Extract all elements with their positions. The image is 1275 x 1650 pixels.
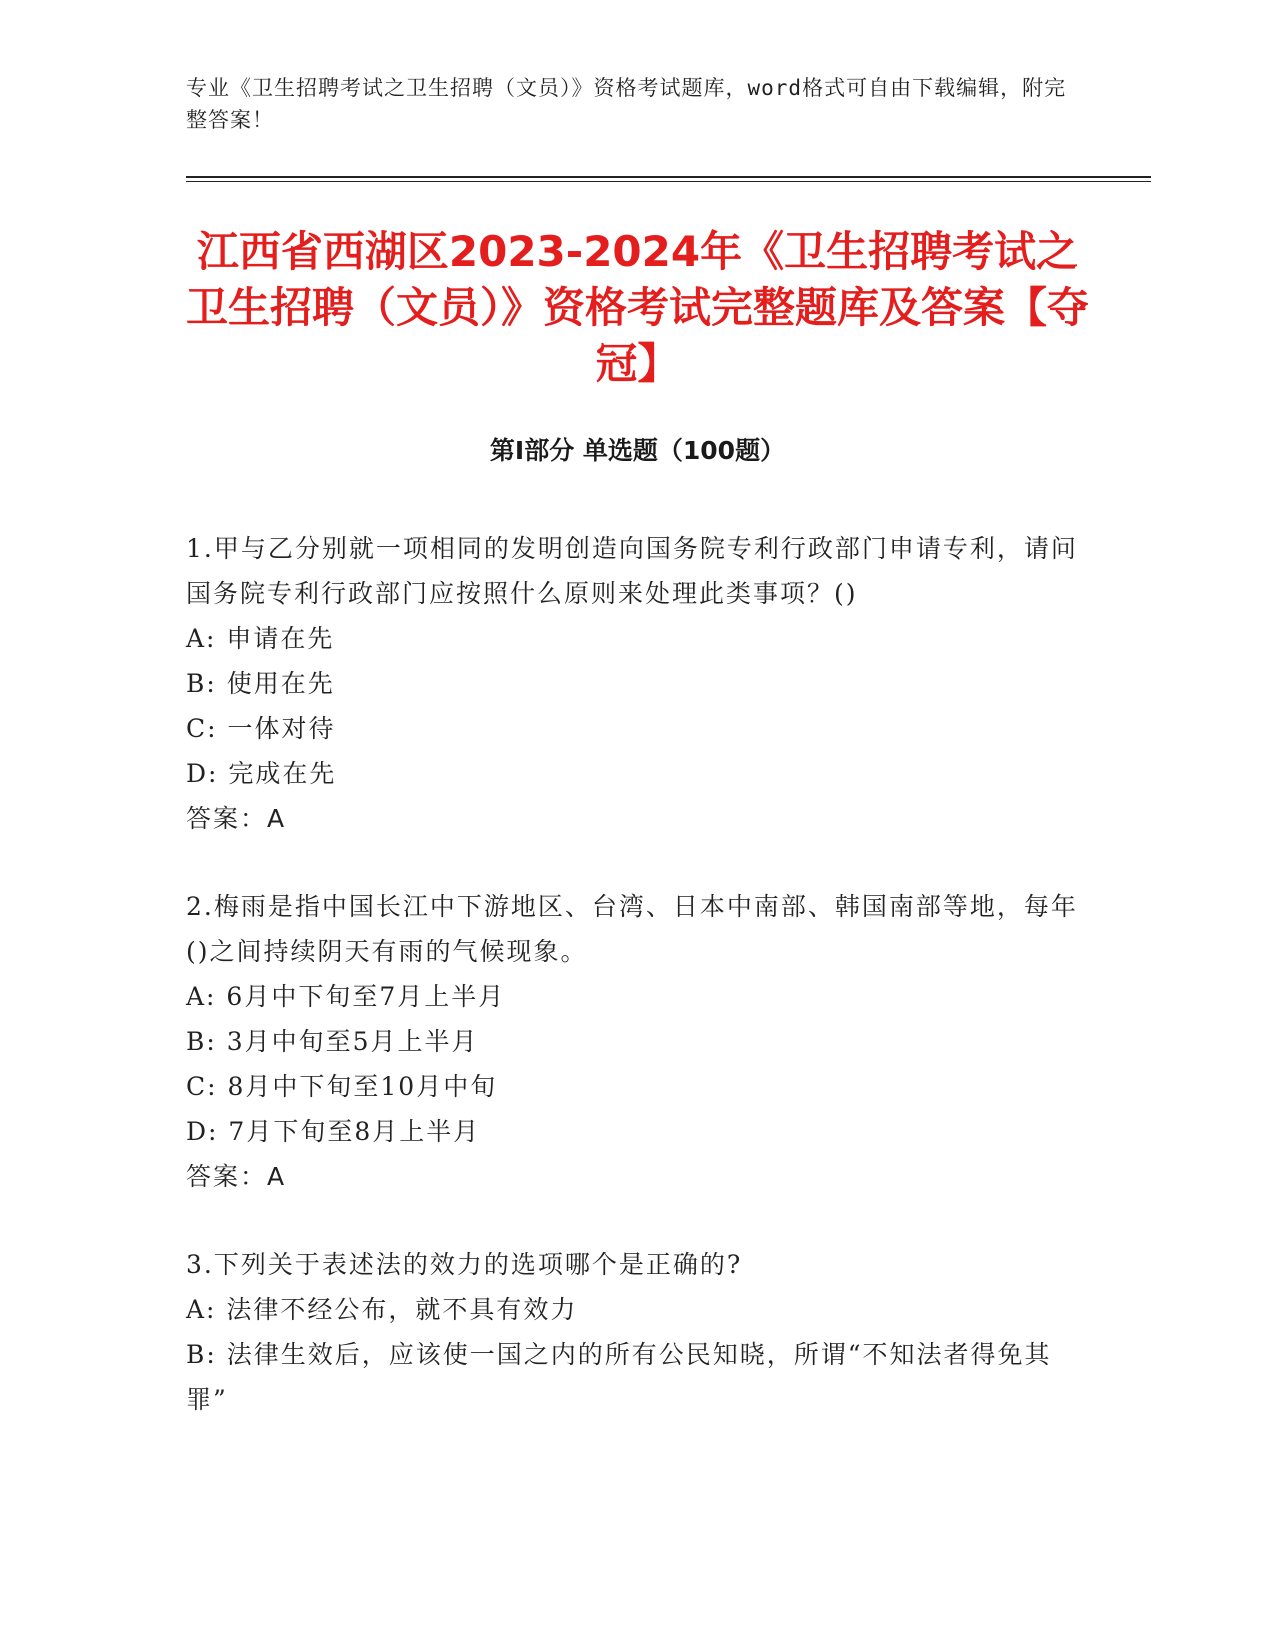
option-b: B: 法律生效后，应该使一国之内的所有公民知晓，所谓“不知法者得免其罪” (186, 1340, 1052, 1414)
header-note: 专业《卫生招聘考试之卫生招聘（文员）》资格考试题库，word格式可自由下载编辑，附完整答案！ (186, 76, 1067, 132)
option-b: B: 3月中旬至5月上半月 (186, 1027, 479, 1056)
header-divider (186, 176, 1151, 178)
answer: 答案：A (186, 1162, 287, 1191)
question-stem: 3.下列关于表述法的效力的选项哪个是正确的? (186, 1250, 743, 1279)
option-a: A: 6月中下旬至7月上半月 (186, 982, 506, 1011)
answer: 答案：A (186, 804, 287, 833)
question-3 (186, 1242, 1086, 1422)
question-2 (186, 884, 1086, 1199)
question-stem: 1.甲与乙分别就一项相同的发明创造向国务院专利行政部门申请专利，请问国务院专利行政部门应按照什么原则来处理此类事项？() (186, 534, 1078, 608)
option-d: D: 完成在先 (186, 759, 337, 788)
option-a: A: 法律不经公布，就不具有效力 (186, 1295, 578, 1324)
option-c: C: 8月中下旬至10月中旬 (186, 1072, 498, 1101)
header-divider-thin (186, 181, 1151, 182)
section-title: 第I部分 单选题（100题） (489, 436, 786, 465)
document-title: 江西省西湖区2023-2024年《卫生招聘考试之卫生招聘（文员）》资格考试完整题库及答案【夺冠】 (186, 227, 1090, 388)
option-d: D: 7月下旬至8月上半月 (186, 1117, 481, 1146)
question-1 (186, 526, 1086, 841)
option-a: A: 申请在先 (186, 624, 335, 653)
option-b: B: 使用在先 (186, 669, 335, 698)
option-c: C: 一体对待 (186, 714, 336, 743)
question-stem: 2.梅雨是指中国长江中下游地区、台湾、日本中南部、韩国南部等地，每年()之间持续阴天有雨的气候现象。 (186, 892, 1078, 966)
question-list (186, 526, 1086, 1465)
